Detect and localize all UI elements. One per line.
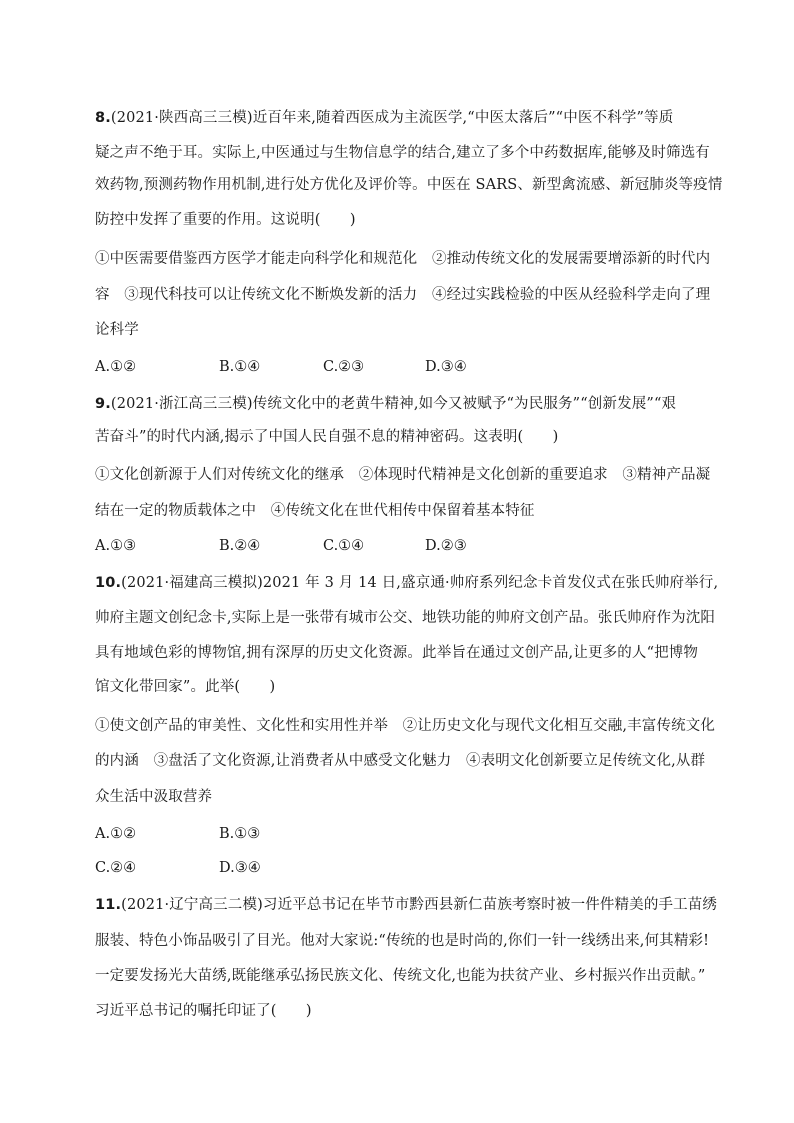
statement-line: ①使文创产品的审美性、文化性和实用性并举 ②让历史文化与现代文化相互交融,丰富传统文化 (95, 718, 716, 734)
option-b: B.②④ (219, 538, 261, 554)
statement-line: 容 ③现代科技可以让传统文化不断焕发新的活力 ④经过实践检验的中医从经验科学走向了理 (95, 287, 711, 303)
option-d: D.②③ (425, 538, 467, 554)
option-a: A.①② (95, 359, 137, 375)
stem-text: 近百年来,随着西医成为主流医学,“中医太落后”“中医不科学”等质 (252, 110, 674, 126)
question-stem-line (95, 895, 718, 915)
stem-text: 习近平总书记在毕节市黔西县新仁苗族考察时被一件件精美的手工苗绣 (262, 897, 718, 913)
question-stem-line: 一定要发扬光大苗绣,既能继承弘扬民族文化、传统文化,也能为扶贫产业、乡村振兴作出贡献。” (95, 968, 706, 984)
option-c: C.①④ (323, 538, 365, 554)
question-number: 8. (95, 110, 111, 126)
option-d: D.③④ (219, 860, 261, 876)
option-c: C.②④ (95, 860, 137, 876)
question-stem-line: 服装、特色小饰品吸引了目光。他对大家说:“传统的也是时尚的,你们一针一线绣出来,何其精彩! (95, 933, 710, 949)
statement-line: 结在一定的物质载体之中 ④传统文化在世代相传中保留着基本特征 (95, 503, 535, 519)
option-a: A.①③ (95, 538, 137, 554)
question-source: (2021·辽宁高三二模) (121, 897, 263, 913)
statement-line: ①中医需要借鉴西方医学才能走向科学化和规范化 ②推动传统文化的发展需要增添新的时代内 (95, 251, 711, 267)
question-source: (2021·陕西高三三模) (110, 110, 253, 126)
option-b: B.①③ (219, 826, 261, 842)
statement-line: ①文化创新源于人们对传统文化的继承 ②体现时代精神是文化创新的重要追求 ③精神产品凝 (95, 467, 711, 483)
question-source: (2021·福建高三模拟) (121, 575, 263, 591)
question-stem-line: 疑之声不绝于耳。实际上,中医通过与生物信息学的结合,建立了多个中药数据库,能够及时筛选有 (95, 145, 710, 161)
stem-text: 2021 年 3 月 14 日,盛京通·帅府系列纪念卡首发仪式在张氏帅府举行, (262, 575, 719, 591)
statement-line: 众生活中汲取营养 (95, 789, 213, 805)
question-number: 9. (95, 396, 111, 412)
question-stem-line: 帅府主题文创纪念卡,实际上是一张带有城市公交、地铁功能的帅府文创产品。张氏帅府作为沈阳 (95, 610, 716, 626)
question-stem-line: 效药物,预测药物作用机制,进行处方优化及评价等。中医在 SARS、新型禽流感、新冠肺炎等疫情 (95, 177, 723, 193)
option-b: B.①④ (219, 359, 261, 375)
option-a: A.①② (95, 826, 137, 842)
question-stem-line: 苦奋斗”的时代内涵,揭示了中国人民自强不息的精神密码。这表明( ) (95, 429, 559, 445)
option-c: C.②③ (323, 359, 365, 375)
question-stem-line: 具有地域色彩的博物馆,拥有深厚的历史文化资源。此举旨在通过文创产品,让更多的人“把博物 (95, 645, 699, 661)
question-stem-line: 馆文化带回家”。此举( ) (95, 679, 276, 695)
question-stem-line (95, 108, 705, 128)
stem-text: 传统文化中的老黄牛精神,如今又被赋予“为民服务”“创新发展”“艰 (252, 396, 677, 412)
statement-line: 的内涵 ③盘活了文化资源,让消费者从中感受文化魅力 ④表明文化创新要立足传统文化,从群 (95, 753, 706, 769)
question-source: (2021·浙江高三三模) (110, 396, 253, 412)
question-stem-line (95, 394, 705, 414)
statement-line: 论科学 (95, 322, 139, 338)
option-d: D.③④ (425, 359, 467, 375)
question-stem-line: 习近平总书记的嘱托印证了( ) (95, 1003, 312, 1019)
question-stem-line (95, 573, 719, 593)
question-stem-line: 防控中发挥了重要的作用。这说明( ) (95, 212, 356, 228)
question-number: 10. (95, 575, 122, 591)
question-number: 11. (95, 897, 122, 913)
